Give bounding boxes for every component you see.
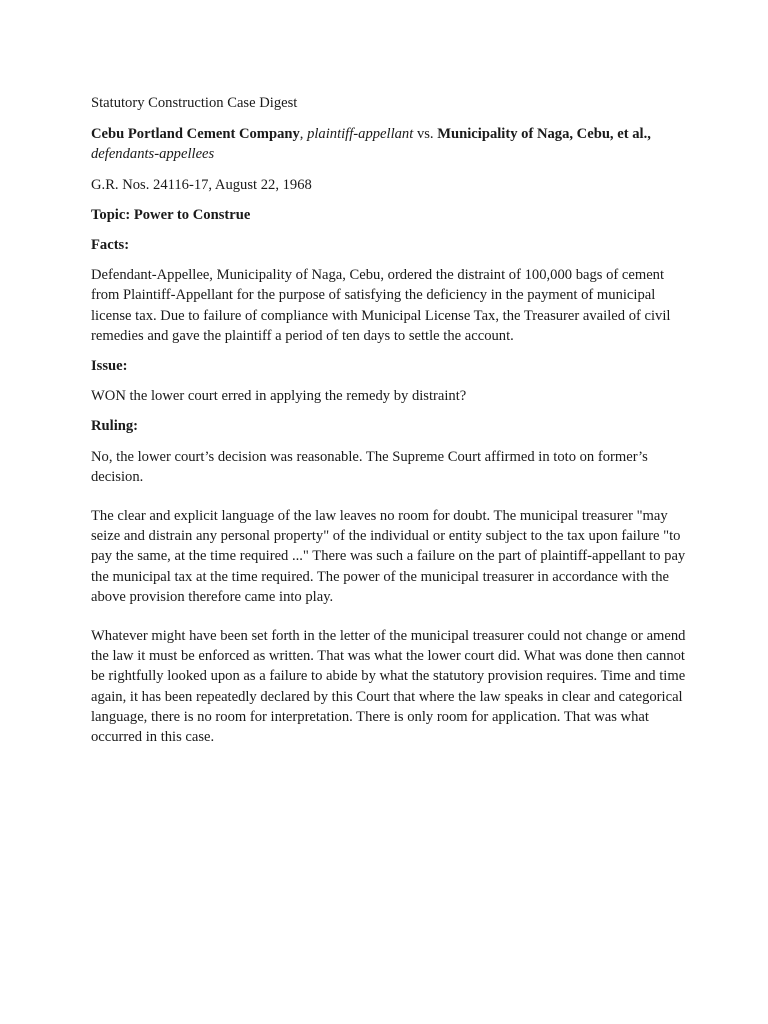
ruling-paragraph-2: The clear and explicit language of the law leaves no room for doubt. The municipal treasurer "may seize and distrain any personal property" of the individual or entity subject to the tax upon failure "to pay the same, at the time required ..." There was such a failure on the part of plaintiff-appellant to pay the municipal tax at the time required. The power of the municipal treasurer in accordance with the above provision therefore came into play. [91,508,686,605]
ruling-paragraph-1: No, the lower court’s decision was reasonable. The Supreme Court affirmed in toto on former’s decision. [91,448,648,485]
document-type-label: Statutory Construction Case Digest [91,95,298,111]
case-caption: Cebu Portland Cement Company, plaintiff-appellant vs. Municipality of Naga, Cebu, et al., defendants-appellees [91,126,651,163]
defendant-role: defendants-appellees [91,146,215,163]
plaintiff-name: Cebu Portland Cement Company [91,126,300,143]
facts-paragraph: Defendant-Appellee, Municipality of Naga, Cebu, ordered the distraint of 100,000 bags of cement from Plaintiff-Appellant for the purpose of satisfying the deficiency in the payment of municipal license tax. Due to failure of compliance with Municipal License Tax, the Treasurer availed of civil remedies and gave the plaintiff a period of ten days to settle the account. [91,267,671,344]
document-body [91,93,691,757]
issue-heading: Issue: [91,358,128,375]
ruling-paragraph-3: Whatever might have been set forth in the letter of the municipal treasurer could not change or amend the law it must be enforced as written. That was what the lower court did. What was done then cannot be rightfully looked upon as a failure to abide by what the statutory provision requires. Time and time again, it has been repeatedly declared by this Court that where the law speaks in clear and categorical language, there is no room for interpretation. There is only room for application. That was what occurred in this case. [91,628,686,746]
defendant-name: Municipality of Naga, Cebu, et al., [437,126,651,143]
topic-heading: Topic: Power to Construe [91,206,251,223]
plaintiff-role: plaintiff-appellant [307,126,414,143]
ruling-heading: Ruling: [91,418,139,435]
versus-label: vs. [416,126,434,143]
case-number: G.R. Nos. 24116-17, August 22, 1968 [91,176,312,193]
facts-heading: Facts: [91,237,130,254]
issue-paragraph: WON the lower court erred in applying the remedy by distraint? [91,388,467,405]
